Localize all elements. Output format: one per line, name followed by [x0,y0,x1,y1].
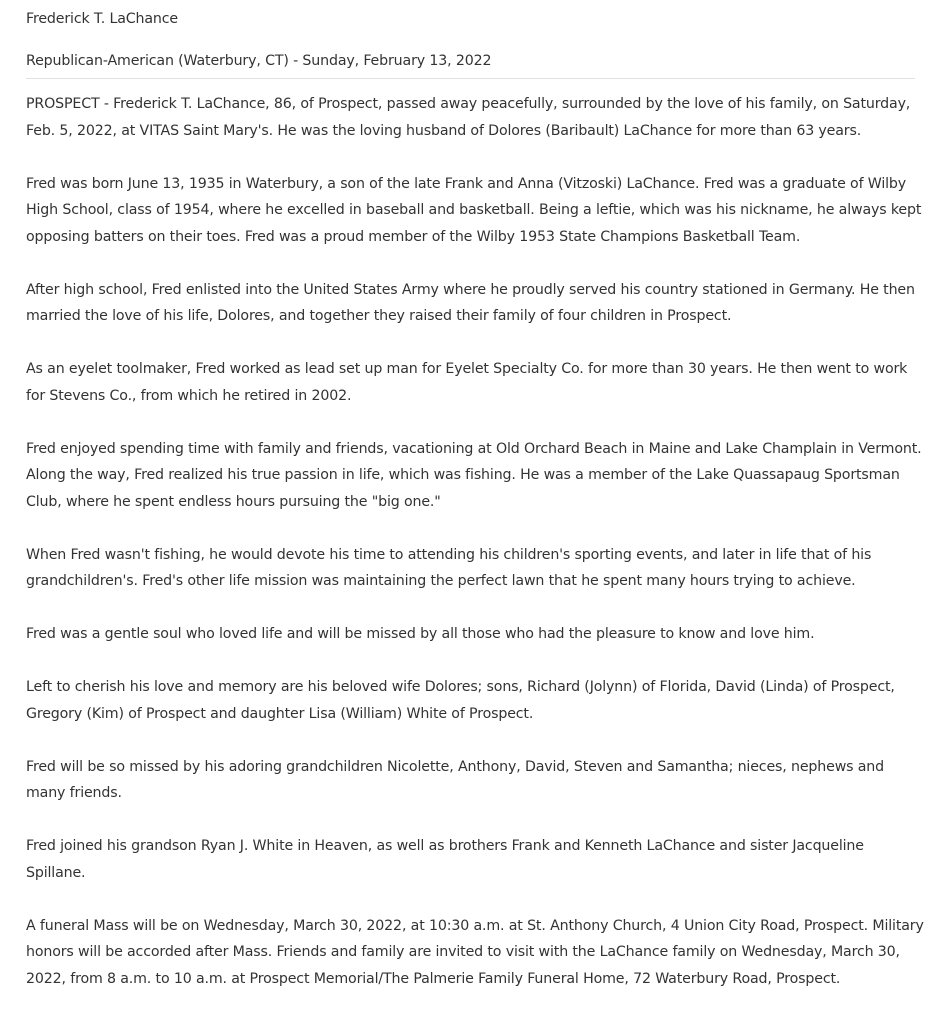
obituary-paragraph: PROSPECT - Frederick T. LaChance, 86, of Prospect, passed away peacefully, surrounded by the love of his family, on Saturday, Feb. 5, 2022, at VITAS Saint Mary's. He was the loving husband of Dolores (Baribault) LaChance for more than 63 years. [26,96,911,139]
obituary-paragraph: Fred enjoyed spending time with family and friends, vacationing at Old Orchard Beach in Maine and Lake Champlain in Vermont. Along the way, Fred realized his true passion in life, which was fishing. He was a member of the Lake Quassapaug Sportsman Club, where he spent endless hours pursuing the "big one." [26,440,922,510]
obituary-paragraph: A funeral Mass will be on Wednesday, March 30, 2022, at 10:30 a.m. at St. Anthony Church, 4 Union City Road, Prospect. Military honors will be accorded after Mass. Friends and family are invited to visit with the LaChance family on Wednesday, March 30, 2022, from 8 a.m. to 10 a.m. at Prospect Memorial/The Palmerie Family Funeral Home, 72 Waterbury Road, Prospect. [26,917,924,987]
obituary-paragraph: After high school, Fred enlisted into the United States Army where he proudly served his country stationed in Germany. He then married the love of his life, Dolores, and together they raised their family of four children in Prospect. [26,281,915,324]
obituary-paragraph: As an eyelet toolmaker, Fred worked as lead set up man for Eyelet Specialty Co. for more than 30 years. He then went to work for Stevens Co., from which he retired in 2002. [26,361,908,404]
obituary-paragraph: Fred was born June 13, 1935 in Waterbury, a son of the late Frank and Anna (Vitzoski) LaChance. Fred was a graduate of Wilby High School, class of 1954, where he excelled in baseball and basketball. Being a leftie, which was his nickname, he always kept opposing batters on their toes. Fred was a proud member of the Wilby 1953 State Champions Basketball Team. [26,175,922,245]
divider [26,78,915,79]
obituary-body [26,91,926,1019]
obituary-paragraph: Fred was a gentle soul who loved life and will be missed by all those who had the pleasure to know and love him. [26,626,815,642]
obituary-paragraph: Fred will be so missed by his adoring grandchildren Nicolette, Anthony, David, Steven and Samantha; nieces, nephews and many friends. [26,758,884,801]
obituary-paragraph: Fred joined his grandson Ryan J. White in Heaven, as well as brothers Frank and Kenneth LaChance and sister Jacqueline Spillane. [26,838,864,881]
obituary-paragraph: Left to cherish his love and memory are his beloved wife Dolores; sons, Richard (Jolynn) of Florida, David (Linda) of Prospect, Gregory (Kim) of Prospect and daughter Lisa (William) White of Prospect. [26,679,895,722]
obituary-name: Frederick T. LaChance [26,11,178,27]
obituary-paragraph: When Fred wasn't fishing, he would devote his time to attending his children's sporting events, and later in life that of his grandchildren's. Fred's other life mission was maintaining the perfect lawn that he spent many hours trying to achieve. [26,546,872,589]
obituary-source-line: Republican-American (Waterbury, CT) - Sunday, February 13, 2022 [26,53,492,69]
